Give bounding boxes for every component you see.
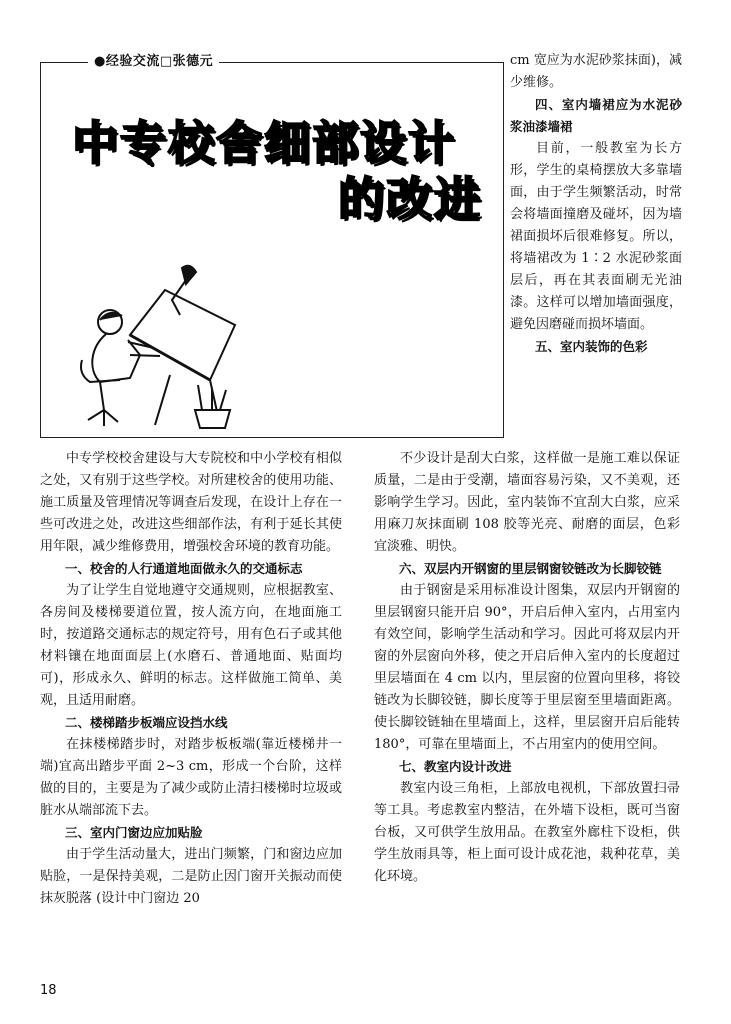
section-heading-4: 四、室内墙裙应为水泥砂浆油漆墙裙 [510, 97, 682, 134]
intro-paragraph: 中专学校校舍建设与大专院校和中小学校有相似之处，又有别于这些学校。对所建校舍的使用功能、施工质量及管理情况等调查后发现，在设计上存在一些可改进之处，改进这些细部作法，有利于延长其使用年限，减少维修费用，增强校舍环境的教育功能。 [40, 451, 342, 554]
paragraph-3: 由于学生活动量大，进出门频繁，门和窗边应加贴脸，一是保持美观，二是防止因门窗开关振动而使抹灰脱落 (设计中门窗边 20 [40, 847, 342, 906]
drafter-illustration [70, 260, 240, 430]
paragraph-1: 为了让学生自觉地遵守交通规则，应根据教室、各房间及楼梯要道位置，按人流方向，在地面施工时，按道路交通标志的规定符号，用有色石子或其他材料镶在地面面层上(水磨石、普通地面、贴面均可)，形成永久、鲜明的标志。这样做施工简单、美观，且适用耐磨。 [40, 583, 342, 708]
section-heading-6: 六、双层内开钢窗的里层钢窗铰链改为长脚铰链 [399, 561, 662, 576]
paragraph-continuation: cm 宽应为水泥砂浆抹面)，减少维修。 [510, 53, 682, 90]
article-title-line-1: 中专校舍细部设计 [72, 116, 456, 170]
section-heading-5: 五、室内装饰的色彩 [535, 339, 648, 354]
column-top-right [510, 50, 682, 358]
section-heading-3: 三、室内门窗边应加贴脸 [65, 825, 203, 840]
paragraph-7: 教室内设三角柜，上部放电视机，下部放置扫帚等工具。考虑教室内整洁，在外墙下设柜，既可当窗台板，又可供学生放用品。在教室外廊柱下设柜，供学生放雨具等，柜上面可设计成花池，栽种花草，美化环境。 [374, 781, 680, 884]
paragraph-2: 在抹楼梯踏步时，对踏步板板端(靠近楼梯井一端)宜高出踏步平面 2~3 cm，形成一个台阶，这样做的目的，主要是为了减少或防止清扫楼梯时垃圾或脏水从端部流下去。 [40, 737, 342, 818]
paragraph-4: 目前，一般教室为长方形，学生的桌椅摆放大多靠墙面，由于学生频繁活动，时常会将墙面撞磨及碰坏，因为墙裙面损坏后很难修复。所以，将墙裙改为 1∶2 水泥砂浆面层后，再在其表面刷无光油漆。这样可以增加墙面强度，避免因磨碰而损坏墙面。 [510, 141, 682, 332]
article-title-line-2: 的改进 [338, 172, 482, 226]
paragraph-6: 由于钢窗是采用标准设计图集，双层内开钢窗的里层钢窗只能开启 90°，开启后伸入室内，占用室内有效空间，影响学生活动和学习。因此可将双层内开窗的外层窗向外移，使之开启后伸入室内的长度超过里层墙面在 4 cm 以内，里层窗的位置向里移，将铰链改为长脚铰链，脚长度等于里层窗至里墙面距离。使长脚铰链轴在里墙面上，这样，里层窗开启后能转 180°，可靠在里墙面上，不占用室内的使用空间。 [374, 583, 680, 752]
byline: ●经验交流□张德元 [88, 50, 219, 69]
section-heading-2: 二、楼梯踏步板端应设挡水线 [65, 715, 228, 730]
section-heading-7: 七、教室内设计改进 [399, 759, 512, 774]
column-right [374, 448, 680, 888]
paragraph-5: 不少设计是刮大白浆，这样做一是施工难以保证质量，二是由于受潮，墙面容易污染，又不美观，还影响学生学习。因此，室内装饰不宜刮大白浆，应采用麻刀灰抹面刷 108 胶等光亮、耐磨的面层，色彩宜淡雅、明快。 [374, 451, 680, 554]
section-heading-1: 一、校舍的人行通道地面做永久的交通标志 [65, 561, 303, 576]
column-left [40, 448, 342, 910]
page-number: 18 [40, 983, 57, 998]
